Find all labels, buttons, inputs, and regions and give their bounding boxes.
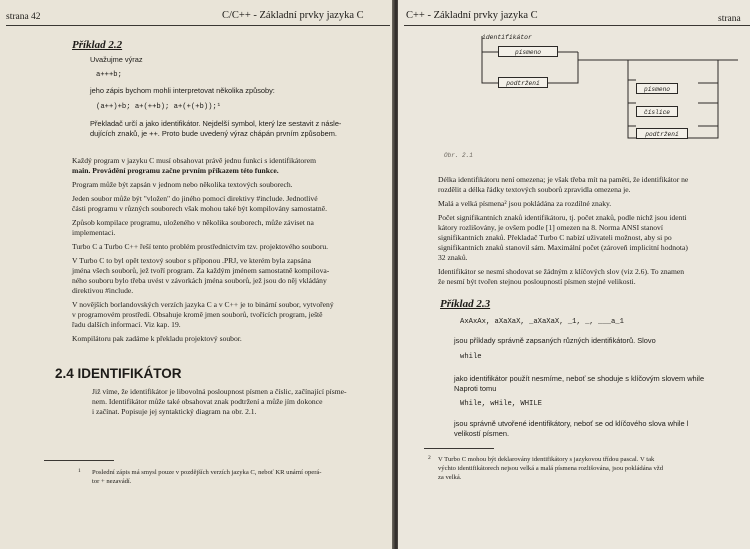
body-text: části programu v různých souborech však mohou také být kompilovány samostatně. [72,204,327,213]
example-code: While, wHile, WHILE [460,400,542,408]
body-text: direktivou #include. [72,286,134,295]
body-text: Počet signifikantních znaků identifikátoru, tj. počet znaků, podle nichž jsou identi [438,213,687,222]
body-text: Již víme, že identifikátor je libovolná posloupnost písmen a číslic, začínající písme- [92,387,347,396]
footnote-text: Poslední zápis má smysl pouze v pozdějších verzích jazyka C, neboť KR unární operá- [92,469,322,476]
footnote-rule [44,460,114,461]
footnote-mark: 1 [78,468,81,474]
page-number: strana [718,14,741,24]
footnote-text: za velká. [438,474,462,481]
diagram-lines [398,0,750,150]
footnote-text: tor + nezavádí. [92,478,132,485]
body-text: že nesmí být tvořen stejnou posloupností písmen stejné velikosti. [438,277,636,286]
body-text: i začínat. Popisuje jej syntaktický diagram na obr. 2.1. [92,407,257,416]
figure-caption: Obr. 2.1 [444,152,473,159]
diagram-box-cislice: číslice [636,106,678,117]
example-title: Příklad 2.3 [440,298,491,310]
diagram-box-podtrzeni: podtržení [498,77,548,88]
diagram-box-pismeno: písmeno [636,83,678,94]
body-text: v programovém prostředí. Obsahuje kromě jmen souborů, tvořících program, ještě [72,310,323,319]
example-text: Naproti tomu [454,384,497,393]
body-text: 32 znaků. [438,253,468,262]
body-text: jména všech souborů, jež tvoří program. Za každým jménem samostatně kompilova- [72,266,330,275]
body-text: Identifikátor se nesmí shodovat se žádným z klíčových slov (viz 2.6). To znamen [438,267,685,276]
body-text: Program může být zapsán v jednom nebo několika textových souborech. [72,180,293,189]
body-text: Jeden soubor může být "vložen" do jiného pomocí direktivy #include. Jednotlivé [72,194,318,203]
header-rule [6,25,390,26]
diagram-box-pismeno: písmeno [498,46,558,57]
section-heading: 2.4 IDENTIFIKÁTOR [55,366,182,381]
example-text: jako identifikátor použít nesmíme, neboť se shoduje s klíčovým slovem while [454,374,705,383]
diagram-box-podtrzeni: podtržení [636,128,688,139]
footnote-mark: 2 [428,455,431,461]
body-text: Délka identifikátoru není omezena; je však třeba mít na paměti, že identifikátor ne [438,175,689,184]
right-page [398,0,750,549]
example-text: velikostí písmen. [454,429,510,438]
body-text: řadu dalších informací. Viz kap. 19. [72,320,181,329]
body-text: Malá a velká písmena² jsou pokládána za rozdílné znaky. [438,199,612,208]
footnote-text: výchto identifikátorech nejsou velká a malá písmena rozlišována, jsou pokládána vžd [438,465,664,472]
body-text: V novějších borlandovských verzích jazyka C a v C++ je to binární soubor, vytvořený [72,300,334,309]
footnote-rule [424,448,494,449]
body-text: V Turbo C to byl opět textový soubor s příponou .PRJ, ve kterém byla zapsána [72,256,312,265]
body-text: Kompilátoru pak zadáme k překladu projektový soubor. [72,334,242,343]
example-text: dujících znaků, je ++. Proto bude uvedený výraz chápán prvním způsobem. [90,129,337,138]
body-text: implementaci. [72,228,116,237]
body-text: ného souboru bylo třeba uvést v závorkách jména souborů, jež jsou do něj vkládány [72,276,327,285]
body-text: kátory rozlišovány, je ovšem podle [1] omezen na 8. Norma ANSI stanoví [438,223,663,232]
diagram-label: identifikátor [482,34,532,41]
example-text: Překladač určí a jako identifikátor. Nejdelší symbol, který lze sestavit z násle- [90,119,342,128]
example-text: jsou správně utvořené identifikátory, neboť se od klíčového slova while l [454,419,689,428]
body-text: signifikantních znaků stanovil sám. Maximální počet (zároveň implicitní hodnota) [438,243,688,252]
body-text: Každý program v jazyku C musí obsahovat právě jednu funkci s identifikátorem [72,156,316,165]
example-text: jsou příklady správně zapsaných různých identifikátorů. Slovo [454,336,656,345]
footnote-text: V Turbo C mohou být deklarovány identifikátory s jazykovou třídou pascal. V tak [438,456,655,463]
body-text: rozdělit a délka řádky textových souborů zpravidla omezena je. [438,185,631,194]
example-text: jeho zápis bychom mohli interpretovat několika způsoby: [90,86,275,95]
body-text: nem. Identifikátor může také obsahovat znak podtržení a může jím dokonce [92,397,323,406]
body-text: Způsob kompilace programu, uloženého v několika souborech, může záviset na [72,218,314,227]
example-code: (a++)+b; a+(++b); a+(+(+b));¹ [96,103,222,111]
body-text: Turbo C a Turbo C++ řeší tento problém prostřednictvím tzv. projektového souboru. [72,242,329,251]
body-text: signifikantních znaků. Překladač Turbo C nabízí uživateli možnost, aby si po [438,233,672,242]
example-title: Příklad 2.2 [72,39,123,51]
example-text: Uvažujme výraz [90,55,143,64]
body-text: main. Provádění programu začne prvním příkazem této funkce. [72,166,279,175]
example-code: while [460,353,482,361]
example-code: AxAxAx, aXaXaX, _aXaXaX, _1, _, ___a_1 [460,318,624,326]
example-code: a+++b; [96,71,122,79]
running-header: C++ - Základní prvky jazyka C [406,10,538,21]
running-header: C/C++ - Základní prvky jazyka C [222,10,364,21]
page-number: strana 42 [6,12,41,22]
